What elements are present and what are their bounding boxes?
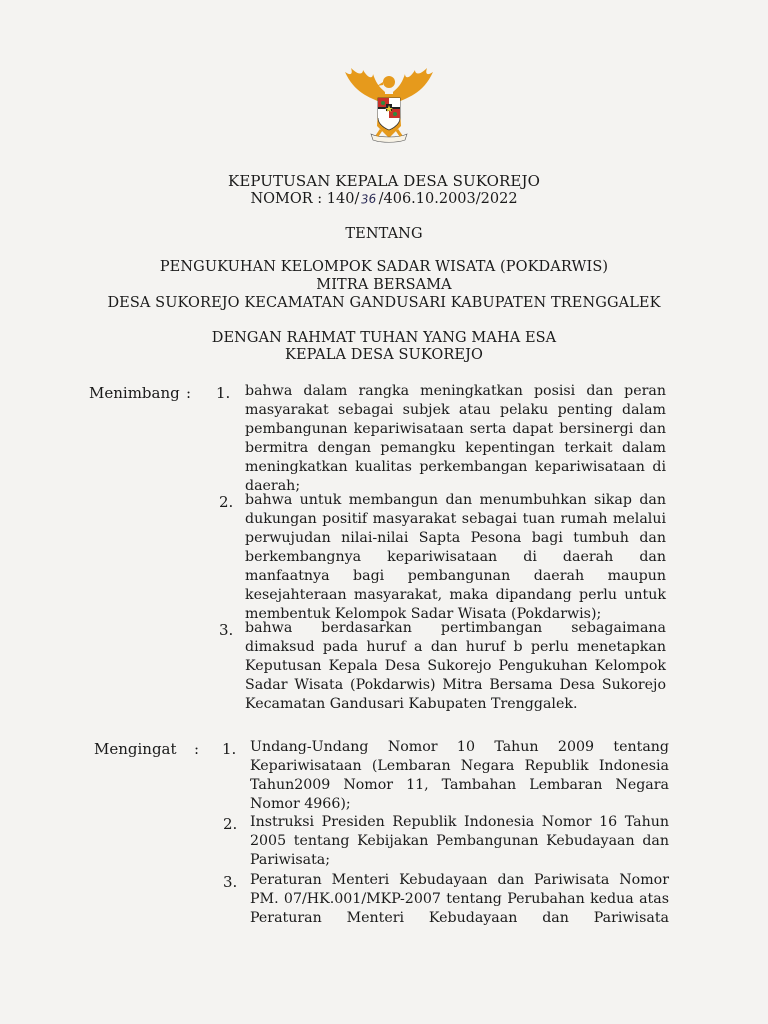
menimbang-label: Menimbang xyxy=(89,384,180,402)
menimbang-colon: : xyxy=(186,384,192,402)
mengingat-item-2-text: Instruksi Presiden Republik Indonesia Nomor 16 Tahun 2005 tentang Kebijakan Pembangunan Kebudayaan dan Pariwisata; xyxy=(250,814,669,868)
subject-line-2: MITRA BERSAMA xyxy=(316,277,452,293)
mengingat-item-3-num: 3. xyxy=(223,873,238,891)
authority-line: KEPALA DESA SUKOREJO xyxy=(285,347,483,363)
menimbang-item-3-num: 3. xyxy=(219,621,234,639)
blessing-line: DENGAN RAHMAT TUHAN YANG MAHA ESA xyxy=(211,330,557,346)
mengingat-item-1-text: Undang-Undang Nomor 10 Tahun 2009 tentang Kepariwisataan (Lembaran Negara Republik Indonesia Tahun2009 Nomor 11, Tambahan Lembaran Negara Nomor 4966); xyxy=(250,739,669,812)
mengingat-label: Mengingat xyxy=(94,740,177,758)
menimbang-item-1-num: 1. xyxy=(216,384,231,402)
menimbang-item-2-num: 2. xyxy=(219,493,234,511)
tentang-heading: TENTANG xyxy=(345,226,423,242)
menimbang-item-1-text: bahwa dalam rangka meningkatkan posisi dan peran masyarakat sebagai subjek atau pelaku penting dalam pembangunan kepariwisataan serta dapat bersinergi dan bermitra dengan pemangku kepentingan terkait dalam meningkatkan kualitas perkembangan kepariwisataan di daerah; xyxy=(245,383,666,494)
mengingat-colon: : xyxy=(194,740,200,758)
decree-number xyxy=(0,191,768,207)
handwritten-number: 36 xyxy=(360,191,378,207)
menimbang-item-2-text: bahwa untuk membangun dan menumbuhkan sikap dan dukungan positif masyarakat sebagai tuan rumah melalui perwujudan nilai-nilai Sapta Pesona bagi tumbuh dan berkembangnya kepariwisataan di daerah dan manfaatnya bagi pembangunan daerah maupun kesejahteraan masyarakat, maka dipandang perlu untuk membentuk Kelompok Sadar Wisata (Pokdarwis); xyxy=(245,492,666,622)
mengingat-item-3-text: Peraturan Menteri Kebudayaan dan Pariwisata Nomor PM. 07/HK.001/MKP-2007 tentang Perubahan kedua atas Peraturan Menteri Kebudayaan dan Pariwisata xyxy=(250,872,669,926)
decree-title: KEPUTUSAN KEPALA DESA SUKOREJO xyxy=(228,172,540,190)
garuda-pancasila-emblem-icon xyxy=(341,64,437,146)
menimbang-item-3-text: bahwa berdasarkan pertimbangan sebagaimana dimaksud pada huruf a dan huruf b perlu menetapkan Keputusan Kepala Desa Sukorejo Pengukuhan Kelompok Sadar Wisata (Pokdarwis) Mitra Bersama Desa Sukorejo Kecamatan Gandusari Kabupaten Trenggalek. xyxy=(245,620,666,712)
subject-line-1: PENGUKUHAN KELOMPOK SADAR WISATA (POKDARWIS) xyxy=(159,259,609,275)
decree-number-prefix: NOMOR : 140/ xyxy=(250,191,360,207)
decree-number-suffix: /406.10.2003/2022 xyxy=(378,191,518,207)
mengingat-item-1-num: 1. xyxy=(222,740,237,758)
subject-line-3: DESA SUKOREJO KECAMATAN GANDUSARI KABUPATEN TRENGGALEK xyxy=(107,295,661,311)
mengingat-item-2-num: 2. xyxy=(223,815,238,833)
